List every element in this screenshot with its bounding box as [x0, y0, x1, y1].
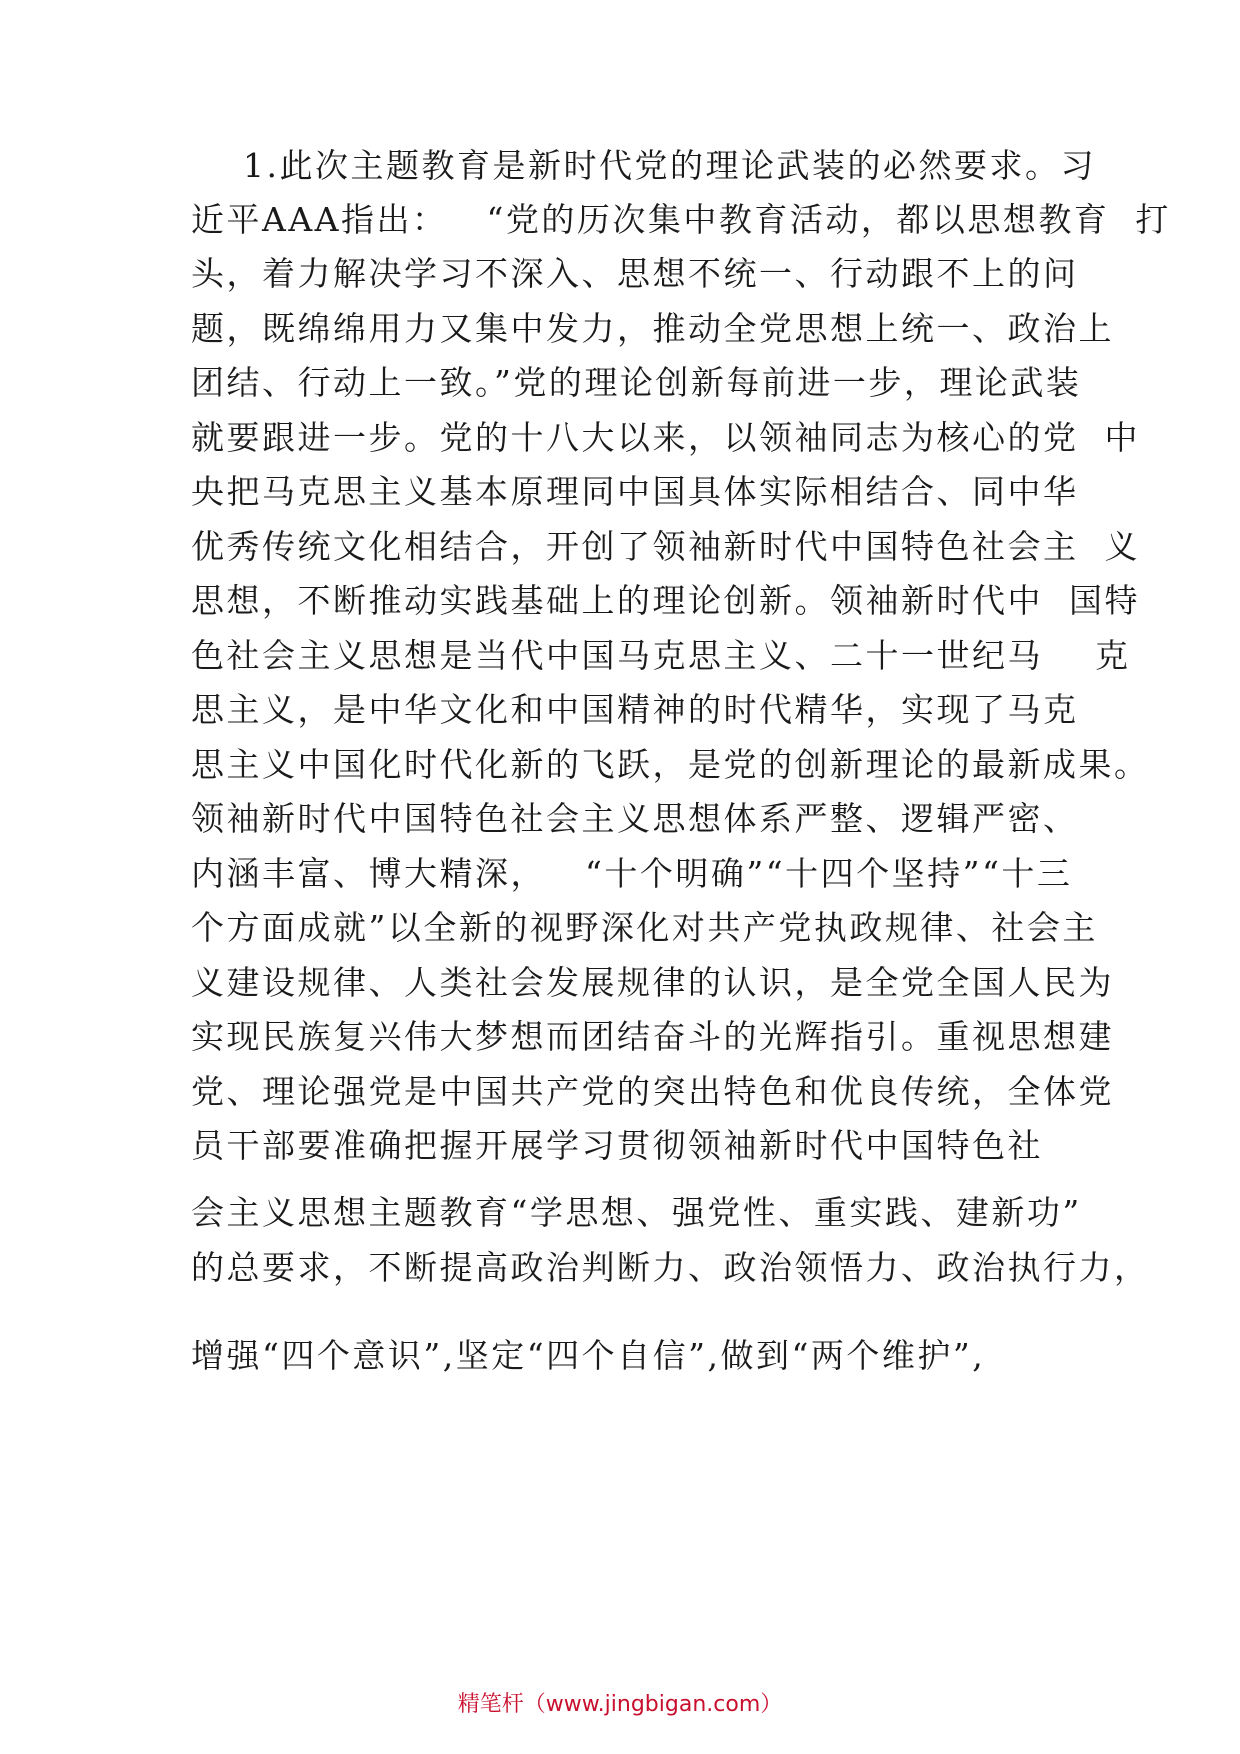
paragraph-line: 员干部要准确把握开展学习贯彻领袖新时代中国特色社: [191, 1126, 1043, 1165]
paragraph-line: 内涵丰富、博大精深， “十个明确”“十四个坚持”“十三: [191, 854, 1073, 893]
paragraph-line: 的总要求，不断提高政治判断力、政治领悟力、政治执行力，: [191, 1248, 1150, 1287]
paragraph-line: 义建设规律、人类社会发展规律的认识，是全党全国人民为: [191, 963, 1114, 1002]
paragraph-line: 头，着力解决学习不深入、思想不统一、行动跟不上的问: [191, 254, 1079, 293]
paragraph-line: 题，既绵绵用力又集中发力，推动全党思想上统一、政治上: [191, 309, 1114, 348]
paragraph-line: 团结、行动上一致。”党的理论创新每前进一步，理论武装: [191, 363, 1082, 402]
paragraph-line: 思主义中国化时代化新的飞跃，是党的创新理论的最新成果。: [191, 745, 1150, 784]
footer-website-link[interactable]: 精笔杆（www.jingbigan.com）: [457, 1692, 783, 1717]
paragraph-line: 1.此次主题教育是新时代党的理论武装的必然要求。习: [191, 146, 1096, 185]
paragraph-line: 就要跟进一步。党的十八大以来，以领袖同志为核心的党 中: [191, 418, 1140, 457]
paragraph-line: 色社会主义思想是当代中国马克思主义、二十一世纪马 克: [191, 636, 1131, 675]
paragraph-line: 会主义思想主题教育“学思想、强党性、重实践、建新功”: [191, 1193, 1082, 1232]
paragraph-line: 优秀传统文化相结合，开创了领袖新时代中国特色社会主 义: [191, 527, 1140, 566]
paragraph-line: 实现民族复兴伟大梦想而团结奋斗的光辉指引。重视思想建: [191, 1017, 1114, 1056]
paragraph-line: 思想，不断推动实践基础上的理论创新。领袖新时代中 国特: [191, 581, 1140, 620]
paragraph-line: 近平AAA指出： “党的历次集中教育活动，都以思想教育 打: [191, 200, 1171, 239]
paragraph-line: 个方面成就”以全新的视野深化对共产党执政规律、社会主: [191, 908, 1098, 947]
paragraph-line: 领袖新时代中国特色社会主义思想体系严整、逻辑严密、: [191, 799, 1079, 838]
paragraph-line: 党、理论强党是中国共产党的突出特色和优良传统，全体党: [191, 1072, 1114, 1111]
paragraph-line: 增强“四个意识”,坚定“四个自信”,做到“两个维护”,: [191, 1336, 986, 1375]
paragraph-line: 思主义，是中华文化和中国精神的时代精华，实现了马克: [191, 690, 1079, 729]
paragraph-line: 央把马克思主义基本原理同中国具体实际相结合、同中华: [191, 472, 1079, 511]
